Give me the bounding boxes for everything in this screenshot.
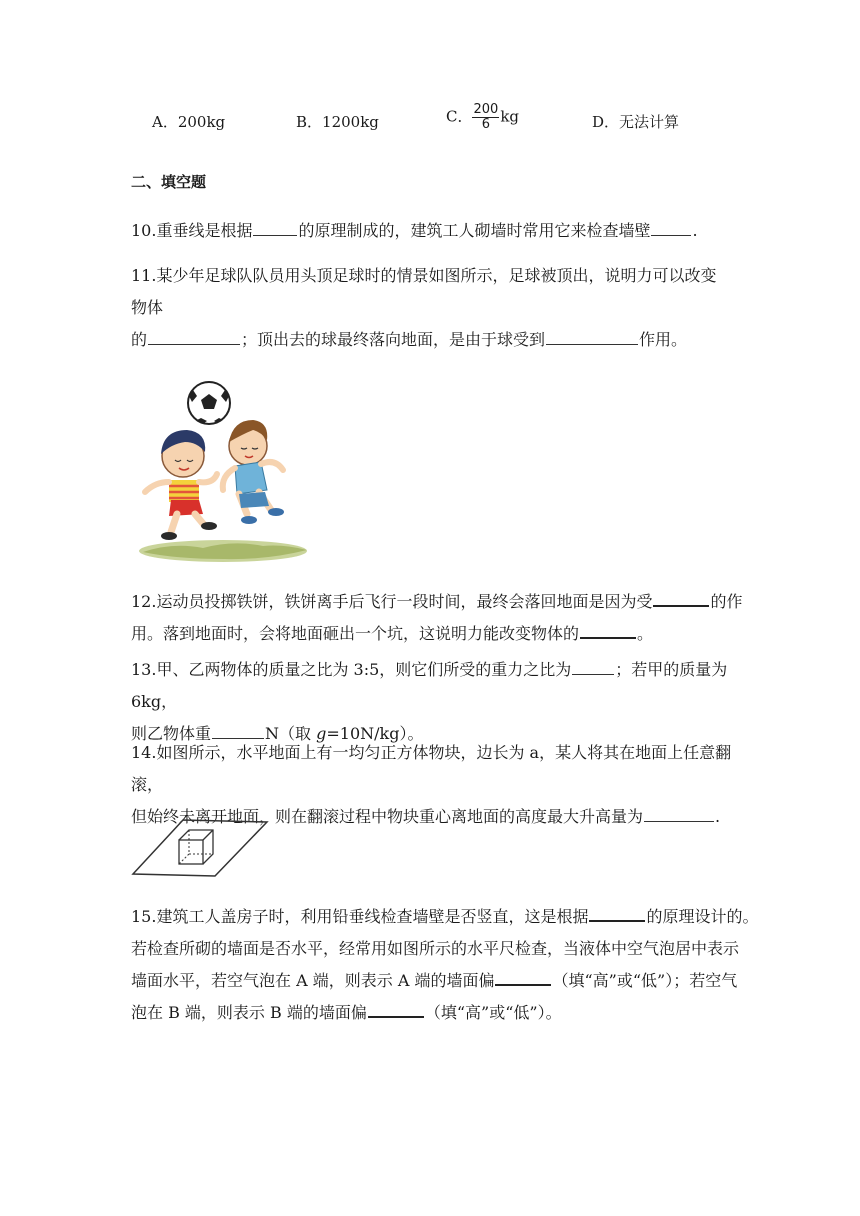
- q12-text-3: 用。落到地面时，会将地面砸出一个坑，这说明力能改变物体的: [131, 624, 580, 643]
- option-b: B．1200kg: [296, 113, 379, 131]
- option-c-numerator: 200: [473, 102, 499, 117]
- q10-text-3: .: [692, 221, 698, 240]
- football-illustration: [131, 376, 311, 566]
- option-c: [446, 103, 519, 132]
- cube-on-plane-figure: [131, 814, 271, 880]
- option-c-prefix: C．: [446, 107, 473, 126]
- q15-blank-3[interactable]: [368, 1000, 424, 1018]
- q11-blank-2[interactable]: [546, 328, 638, 345]
- option-a: A．200kg: [152, 113, 226, 131]
- section-title: 二、填空题: [131, 173, 207, 191]
- q12-blank-1[interactable]: [653, 589, 709, 607]
- q11-line-1: 11.某少年足球队队员用头顶足球时的情景如图所示，足球被顶出，说明力可以改变物体: [131, 266, 717, 317]
- q14-text-1: 但始终未离开地面，则在翻滚过程中物块重心离地面的高度最大升高量为: [131, 807, 644, 826]
- q15-text-2: 的原理设计的。: [646, 907, 759, 926]
- q13-text-5: =10N/kg）。: [326, 724, 424, 743]
- q15-text-1: 15.建筑工人盖房子时，利用铅垂线检查墙壁是否竖直，这是根据: [131, 907, 589, 926]
- question-11: [131, 260, 731, 356]
- q15-blank-2[interactable]: [495, 968, 551, 986]
- q15-line-2: 若检查所砌的墙面是否水平，经常用如图所示的水平尺检查，当液体中空气泡居中表示: [131, 939, 740, 958]
- q13-blank-1[interactable]: [572, 658, 614, 675]
- q15-blank-1[interactable]: [589, 904, 645, 922]
- option-c-fraction: [472, 103, 499, 132]
- q13-text-3: 则乙物体重: [131, 724, 212, 743]
- q15-text-4: （填“高”或“低”）；若空气: [552, 971, 738, 990]
- q15-text-6: （填“高”或“低”）。: [424, 1003, 562, 1022]
- option-c-unit: kg: [500, 107, 520, 126]
- q13-text-4: N（取: [265, 724, 317, 743]
- q14-line-1: 14.如图所示，水平地面上有一均匀正方体物块，边长为 a，某人将其在地面上任意翻滚，: [131, 743, 732, 794]
- q11-text-1: 的: [131, 330, 148, 349]
- option-c-denominator: 6: [481, 117, 491, 132]
- q15-text-5: 泡在 B 端，则表示 B 端的墙面偏: [131, 1003, 367, 1022]
- q10-blank-1[interactable]: [253, 219, 297, 236]
- option-d: D．无法计算: [592, 113, 680, 131]
- q10-text-2: 的原理制成的，建筑工人砌墙时常用它来检查墙壁: [298, 221, 651, 240]
- q14-text-2: .: [715, 807, 721, 826]
- q10-blank-2[interactable]: [651, 219, 691, 236]
- q10-text-1: 10.重垂线是根据: [131, 221, 253, 240]
- q12-text-2: 的作: [710, 592, 743, 611]
- q12-text-1: 12.运动员投掷铁饼，铁饼离手后飞行一段时间，最终会落回地面是因为受: [131, 592, 653, 611]
- q11-text-2: ；顶出去的球最终落向地面，是由于球受到: [241, 330, 546, 349]
- question-13: [131, 654, 751, 750]
- q11-blank-1[interactable]: [148, 328, 240, 345]
- q12-blank-2[interactable]: [580, 621, 636, 639]
- q11-text-3: 作用。: [639, 330, 688, 349]
- q13-gravity-symbol: g: [316, 724, 327, 743]
- q13-text-2: ；若甲的质量为 6kg，: [131, 660, 728, 711]
- question-12: [131, 586, 751, 650]
- question-10: [131, 219, 698, 241]
- question-15: [131, 901, 771, 1029]
- q12-text-4: 。: [637, 624, 654, 643]
- q14-blank-1[interactable]: [644, 805, 714, 822]
- q13-text-1: 13.甲、乙两物体的质量之比为 3:5，则它们所受的重力之比为: [131, 660, 572, 679]
- q15-text-3: 墙面水平，若空气泡在 A 端，则表示 A 端的墙面偏: [131, 971, 495, 990]
